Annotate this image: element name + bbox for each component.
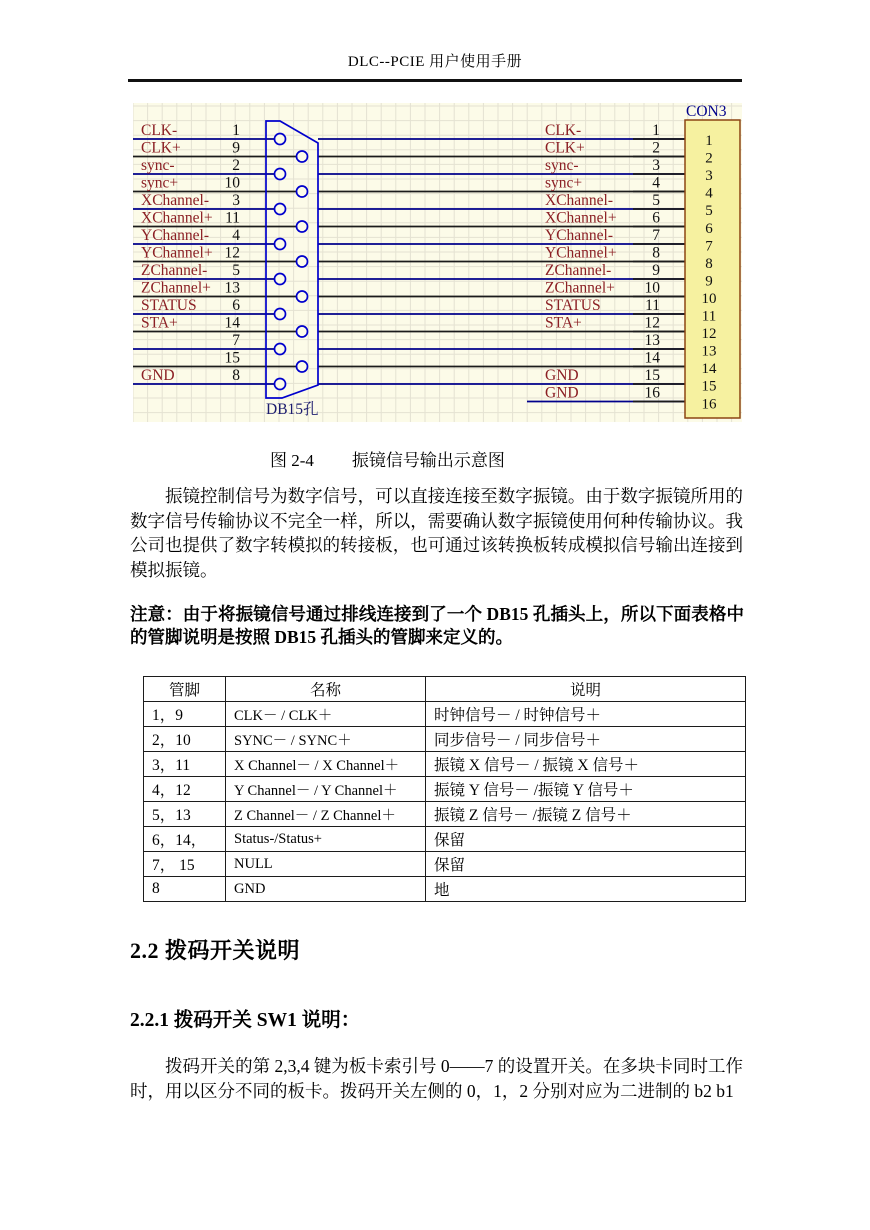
pin-cell: 7， 15 — [144, 852, 226, 877]
signal-label-left: XChannel- — [141, 192, 210, 209]
signal-label-right: sync- — [545, 157, 579, 174]
signal-label-right: ZChannel- — [545, 262, 612, 279]
table-row — [144, 877, 746, 902]
name-cell: CLK－ / CLK＋ — [226, 702, 426, 727]
figure-number: 图 2-4 — [270, 451, 314, 470]
table-row — [144, 702, 746, 727]
db15-hole — [297, 151, 308, 162]
pin-number-left: 13 — [224, 279, 240, 297]
signal-label-left: ZChannel- — [141, 262, 208, 279]
name-cell: GND — [226, 877, 426, 902]
desc-cell: 时钟信号－ / 时钟信号＋ — [426, 702, 746, 727]
pin-number-left: 8 — [232, 367, 240, 384]
pin-number-right: 16 — [644, 384, 660, 402]
signal-label-right: YChannel- — [545, 227, 614, 244]
table-column-header: 管脚 — [144, 677, 226, 702]
con3-pin-number: 12 — [701, 326, 717, 343]
pin-number-right: 1 — [652, 122, 660, 139]
con3-pin-number: 4 — [705, 185, 713, 202]
db15-label: DB15孔 — [266, 401, 319, 418]
pin-number-left: 6 — [232, 297, 240, 314]
signal-label-right: XChannel- — [545, 192, 614, 209]
pin-cell: 6，14， — [144, 827, 226, 852]
pin-number-left: 15 — [224, 349, 240, 367]
con3-pin-number: 10 — [701, 290, 717, 307]
pin-number-left: 5 — [232, 262, 240, 279]
con3-pin-number: 6 — [705, 220, 713, 237]
pin-number-left: 14 — [224, 314, 240, 332]
figure-title: 振镜信号输出示意图 — [351, 451, 505, 470]
desc-cell: 保留 — [426, 827, 746, 852]
table-row — [144, 827, 746, 852]
name-cell: SYNC－ / SYNC＋ — [226, 727, 426, 752]
signal-label-left: sync+ — [141, 174, 179, 192]
pin-number-left: 12 — [224, 244, 240, 262]
pin-number-left: 2 — [232, 157, 240, 174]
pin-number-right: 10 — [644, 279, 660, 297]
db15-hole — [275, 274, 286, 285]
page-title: DLC--PCIE 用户使用手册 — [347, 54, 523, 70]
desc-cell: 振镜 Z 信号－ /振镜 Z 信号＋ — [426, 802, 746, 827]
pin-number-right: 9 — [652, 262, 660, 279]
pin-number-right: 15 — [644, 367, 660, 384]
pin-definition-table — [143, 676, 746, 902]
table-header-row — [144, 677, 746, 702]
signal-label-left: sync- — [141, 157, 175, 174]
con3-pin-number: 7 — [705, 238, 713, 255]
db15-hole — [275, 379, 286, 390]
con3-pin-number: 3 — [705, 168, 713, 185]
pin-number-left: 3 — [232, 192, 240, 209]
db15-hole — [297, 326, 308, 337]
desc-cell: 保留 — [426, 852, 746, 877]
body-paragraph-2: 拨码开关的第 2,3,4 键为板卡索引号 0——7 的设置开关。在多块卡同时工作时，用以区分不同的板卡。拨码开关左侧的 0，1，2 分别对应为二进制的 b2 b1 — [130, 1056, 743, 1101]
db15-hole — [297, 291, 308, 302]
con3-pin-number: 1 — [705, 133, 713, 149]
signal-label-right: YChannel+ — [545, 244, 617, 262]
signal-label-right: ZChannel+ — [545, 279, 615, 297]
pin-cell: 4，12 — [144, 777, 226, 802]
desc-cell: 同步信号－ / 同步信号＋ — [426, 727, 746, 752]
signal-label-left: CLK- — [141, 122, 178, 139]
signal-label-left: YChannel- — [141, 227, 210, 244]
signal-label-left: CLK+ — [141, 139, 181, 157]
db15-hole — [297, 186, 308, 197]
table-row — [144, 752, 746, 777]
name-cell: Y Channel－ / Y Channel＋ — [226, 777, 426, 802]
header-divider — [128, 79, 742, 82]
db15-hole — [275, 134, 286, 145]
signal-label-left: ZChannel+ — [141, 279, 211, 297]
db15-hole — [275, 239, 286, 250]
desc-cell: 振镜 Y 信号－ /振镜 Y 信号＋ — [426, 777, 746, 802]
signal-label-right: STATUS — [545, 297, 601, 314]
table-row — [144, 852, 746, 877]
signal-label-right: XChannel+ — [545, 209, 617, 227]
table-row — [144, 777, 746, 802]
pin-number-left: 4 — [232, 227, 240, 244]
name-cell: X Channel－ / X Channel＋ — [226, 752, 426, 777]
pin-number-left: 10 — [224, 174, 240, 192]
table-column-header: 名称 — [226, 677, 426, 702]
signal-label-right: GND — [545, 384, 579, 402]
signal-output-diagram — [133, 103, 742, 422]
signal-label-right: CLK+ — [545, 139, 585, 157]
con3-pin-number: 9 — [705, 273, 713, 290]
signal-label-right: sync+ — [545, 174, 583, 192]
table-column-header: 说明 — [426, 677, 746, 702]
desc-cell: 振镜 X 信号－ / 振镜 X 信号＋ — [426, 752, 746, 777]
con3-pin-number: 2 — [705, 150, 713, 167]
con3-pin-number: 5 — [705, 203, 713, 220]
con3-pin-number: 16 — [701, 396, 717, 413]
name-cell: NULL — [226, 852, 426, 877]
signal-label-right: GND — [545, 367, 579, 384]
section-heading-2-2-1: 2.2.1 拨码开关 SW1 说明： — [130, 1010, 361, 1031]
pin-number-right: 5 — [652, 192, 660, 209]
pin-number-right: 12 — [644, 314, 660, 332]
pin-cell: 5，13 — [144, 802, 226, 827]
section-heading-2-2: 2.2 拨码开关说明 — [130, 938, 301, 963]
con3-pin-number: 11 — [701, 308, 717, 325]
pin-number-right: 7 — [652, 227, 660, 244]
body-paragraph-1: 振镜控制信号为数字信号，可以直接连接至数字振镜。由于数字振镜所用的数字信号传输协议不完全一样，所以，需要确认数字振镜使用何种传输协议。我公司也提供了数字转模拟的转接板，也可通过该转换板转成模拟信号输出连接到模拟振镜。 — [130, 486, 743, 580]
table-row — [144, 727, 746, 752]
db15-con3-schematic — [133, 103, 742, 422]
pin-cell: 1，9 — [144, 702, 226, 727]
con3-pin-number: 14 — [701, 361, 717, 378]
pin-number-left: 7 — [232, 332, 240, 349]
pin-cell: 8 — [144, 877, 226, 902]
db15-hole — [297, 221, 308, 232]
signal-label-left: XChannel+ — [141, 209, 213, 227]
pin-number-left: 9 — [232, 139, 240, 157]
db15-hole — [275, 204, 286, 215]
signal-label-right: CLK- — [545, 122, 582, 139]
note-paragraph: 注意：由于将振镜信号通过排线连接到了一个 DB15 孔插头上，所以下面表格中的管脚说明是按照 DB15 孔插头的管脚来定义的。 — [130, 604, 744, 647]
signal-label-left: STATUS — [141, 297, 197, 314]
con3-label: CON3 — [686, 103, 727, 120]
db15-hole — [275, 344, 286, 355]
pin-number-right: 14 — [644, 349, 660, 367]
table-row — [144, 802, 746, 827]
signal-label-left: STA+ — [141, 314, 178, 332]
con3-pin-number: 8 — [705, 255, 713, 272]
figure-caption — [130, 446, 742, 471]
db15-hole — [275, 309, 286, 320]
con3-pin-number: 13 — [701, 343, 717, 360]
pin-number-right: 8 — [652, 244, 660, 262]
pin-number-left: 11 — [225, 209, 240, 227]
con3-pin-number: 15 — [701, 378, 717, 395]
pin-number-right: 13 — [644, 332, 660, 349]
pin-cell: 3，11 — [144, 752, 226, 777]
pin-number-right: 4 — [652, 174, 660, 192]
pin-number-right: 3 — [652, 157, 660, 174]
pin-number-left: 1 — [232, 122, 240, 139]
desc-cell: 地 — [426, 877, 746, 902]
pin-number-right: 2 — [652, 139, 660, 157]
signal-label-left: YChannel+ — [141, 244, 213, 262]
pin-number-right: 11 — [645, 297, 660, 314]
name-cell: Status-/Status+ — [226, 827, 426, 852]
name-cell: Z Channel－ / Z Channel＋ — [226, 802, 426, 827]
signal-label-left: GND — [141, 367, 175, 384]
db15-hole — [297, 361, 308, 372]
db15-hole — [297, 256, 308, 267]
db15-hole — [275, 169, 286, 180]
pin-cell: 2，10 — [144, 727, 226, 752]
pin-number-right: 6 — [652, 209, 660, 227]
signal-label-right: STA+ — [545, 314, 582, 332]
